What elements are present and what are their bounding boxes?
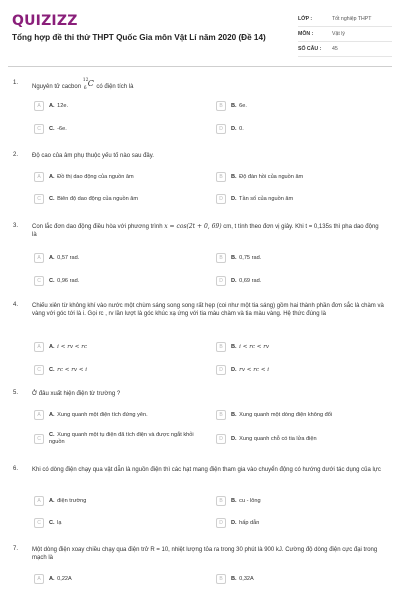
option-b[interactable]	[216, 101, 386, 111]
option-text: i < rv < rc	[57, 343, 88, 350]
option-prefix: D.	[231, 125, 237, 132]
option-c[interactable]	[34, 432, 204, 446]
option-text: lạ	[57, 519, 62, 526]
option-letter-box: A	[34, 496, 44, 506]
question-text: Độ cao của âm phụ thuộc yếu tố nào sau đây.	[32, 153, 154, 159]
option-prefix: A.	[49, 254, 55, 261]
meta-row-count	[298, 42, 392, 57]
option-letter-box: C	[34, 434, 44, 444]
question-number: 6.	[13, 466, 19, 472]
question-text	[32, 80, 384, 91]
option-text: 0,22A	[57, 575, 72, 582]
formula: x = cos(2t + 0, 69)	[164, 223, 222, 230]
question-text-after: có điện tích là	[96, 84, 134, 90]
option-prefix: A.	[49, 575, 55, 582]
option-c[interactable]	[34, 518, 204, 528]
option-b[interactable]	[216, 574, 386, 584]
option-text: rc < rv < i	[57, 366, 88, 373]
option-text: Xung quanh một điện tích đứng yên.	[57, 411, 148, 418]
option-letter-box: B	[216, 410, 226, 420]
option-prefix: A.	[49, 173, 55, 180]
option-prefix: C.	[49, 125, 55, 132]
option-text: 0.	[239, 125, 244, 132]
quizizz-logo: QUIZIZZ	[12, 13, 78, 29]
option-text: 0,57 rad.	[57, 254, 80, 261]
option-a[interactable]	[34, 342, 204, 352]
option-d[interactable]	[216, 365, 386, 375]
option-text: 6e.	[239, 102, 247, 109]
option-letter-box: A	[34, 253, 44, 263]
option-text: 0,69 rad.	[239, 277, 262, 284]
option-prefix: B.	[231, 497, 237, 504]
option-text: hấp dẫn	[239, 519, 260, 526]
option-c[interactable]	[34, 276, 204, 286]
option-b[interactable]	[216, 342, 386, 352]
option-letter-box: C	[34, 276, 44, 286]
option-text: Xung quanh một dòng điện không đổi	[239, 411, 333, 418]
option-letter-box: B	[216, 342, 226, 352]
option-prefix: B.	[231, 343, 237, 350]
option-prefix: D.	[231, 435, 237, 442]
option-text: -6e.	[57, 125, 67, 132]
question-text	[32, 223, 384, 239]
meta-row-class	[298, 12, 392, 27]
option-prefix: A.	[49, 102, 55, 109]
option-text: Đồ thị dao động của nguồn âm	[57, 173, 134, 180]
question-number: 4.	[13, 302, 19, 308]
option-letter-box: B	[216, 172, 226, 182]
option-letter-box: D	[216, 518, 226, 528]
question-number: 2.	[13, 152, 19, 158]
option-b[interactable]	[216, 253, 386, 263]
option-text: 0,96 rad.	[57, 277, 80, 284]
isotope-mass: 12	[82, 78, 89, 83]
question-number: 5.	[13, 390, 19, 396]
option-text: điện trường	[57, 497, 87, 504]
option-a[interactable]	[34, 101, 204, 111]
option-b[interactable]	[216, 496, 386, 506]
option-d[interactable]	[216, 124, 386, 134]
option-letter-box: A	[34, 410, 44, 420]
option-prefix: D.	[231, 195, 237, 202]
option-letter-box: A	[34, 101, 44, 111]
option-letter-box: B	[216, 496, 226, 506]
option-letter-box: C	[34, 518, 44, 528]
option-prefix: D.	[231, 366, 237, 373]
meta-label: LỚP :	[298, 16, 313, 22]
option-prefix: D.	[231, 277, 237, 284]
option-prefix: C.	[49, 366, 55, 373]
meta-value: Vật lý	[332, 31, 345, 37]
option-letter-box: B	[216, 253, 226, 263]
option-prefix: C.	[49, 195, 55, 202]
question-text: Ở đâu xuất hiện điện từ trường ?	[32, 391, 121, 397]
question-text: Khi có dòng điện chạy qua vật dẫn là nguồn điện thì các hạt mang điện tham gia vào chuyển động có hướng dưới tác dụng của lực	[32, 467, 381, 473]
header-divider	[8, 66, 392, 67]
option-text: cu - lông	[239, 497, 261, 504]
meta-value: Tốt nghiệp THPT	[332, 16, 372, 22]
option-prefix: A.	[49, 411, 55, 418]
option-c[interactable]	[34, 194, 204, 204]
option-letter-box: D	[216, 194, 226, 204]
option-letter-box: B	[216, 574, 226, 584]
page-title: Tổng hợp đề thi thử THPT Quốc Gia môn Vật Lí năm 2020 (Đề 14)	[12, 33, 266, 42]
isotope-symbol: C	[87, 79, 94, 88]
option-b[interactable]	[216, 172, 386, 182]
option-letter-box: D	[216, 434, 226, 444]
option-d[interactable]	[216, 194, 386, 204]
option-text: Xung quanh một tụ điện đã tích điện và được ngắt khỏi nguồn	[49, 432, 194, 445]
option-letter-box: D	[216, 276, 226, 286]
option-letter-box: C	[34, 194, 44, 204]
option-letter-box: D	[216, 365, 226, 375]
option-a[interactable]	[34, 172, 204, 182]
option-text: Độ đàn hồi của nguồn âm	[239, 173, 304, 180]
option-prefix: B.	[231, 102, 237, 109]
option-text: 0,32A	[239, 575, 254, 582]
option-text: Tần số của nguồn âm	[239, 195, 294, 202]
option-a[interactable]	[34, 496, 204, 506]
option-text: 12e.	[57, 102, 69, 109]
isotope-atomic: 6	[83, 86, 87, 91]
option-letter-box: D	[216, 124, 226, 134]
option-a[interactable]	[34, 574, 204, 584]
option-text: 0,75 rad.	[239, 254, 262, 261]
option-prefix: B.	[231, 575, 237, 582]
option-letter-box: C	[34, 365, 44, 375]
isotope-notation	[83, 80, 95, 90]
option-prefix: A.	[49, 343, 55, 350]
option-d[interactable]	[216, 434, 386, 444]
meta-row-subject	[298, 27, 392, 42]
option-letter-box: A	[34, 172, 44, 182]
option-a[interactable]	[34, 253, 204, 263]
option-a[interactable]	[34, 410, 204, 420]
question-text-before: Nguyên tử cacbon	[32, 84, 82, 90]
question-number: 7.	[13, 546, 19, 552]
option-letter-box: B	[216, 101, 226, 111]
option-letter-box: C	[34, 124, 44, 134]
option-letter-box: A	[34, 574, 44, 584]
option-d[interactable]	[216, 518, 386, 528]
option-text: Biên độ dao động của nguồn âm	[57, 195, 139, 202]
option-prefix: C.	[49, 277, 55, 284]
option-letter-box: A	[34, 342, 44, 352]
question-text: Một dòng điện xoay chiều chạy qua điện trở R = 10, nhiệt lượng tỏa ra trong 30 phút là 900 kJ. Cường độ dòng điện cực đại trong mạch là	[32, 547, 378, 561]
option-prefix: B.	[231, 411, 237, 418]
option-b[interactable]	[216, 410, 386, 420]
option-prefix: A.	[49, 497, 55, 504]
question-text: Chiếu xiên từ không khí vào nước một chùm sáng song song rất hẹp (coi như một tia sáng) gồm hai thành phần đơn sắc là chàm và vàng với góc tới là i. Gọi rc , rv lần lượt là góc khúc xạ ứng với tia màu chàm và tia màu vàng. Hệ thức đúng là	[32, 303, 384, 317]
question-text-after: cm, t tính theo đơn vị giây. Khi t = 0,135s thì pha dao động là	[32, 224, 379, 238]
option-prefix: D.	[231, 519, 237, 526]
option-prefix: C.	[49, 519, 55, 526]
option-prefix: B.	[231, 173, 237, 180]
question-number: 1.	[13, 80, 19, 86]
meta-label: SỐ CÂU :	[298, 46, 322, 52]
meta-value: 45	[332, 46, 338, 52]
option-c[interactable]	[34, 365, 204, 375]
option-prefix: C.	[49, 432, 55, 438]
question-text-before: Con lắc đơn dao động điều hòa với phương trình	[32, 224, 163, 230]
meta-table	[298, 12, 392, 57]
option-prefix: B.	[231, 254, 237, 261]
option-text: rv < rc < i	[239, 366, 270, 373]
option-text: Xung quanh chỗ có tia lửa điện	[239, 435, 317, 442]
option-text: i < rc < rv	[239, 343, 270, 350]
worksheet-header	[0, 0, 400, 66]
option-c[interactable]	[34, 124, 204, 134]
meta-label: MÔN :	[298, 31, 314, 37]
option-d[interactable]	[216, 276, 386, 286]
question-number: 3.	[13, 223, 19, 229]
